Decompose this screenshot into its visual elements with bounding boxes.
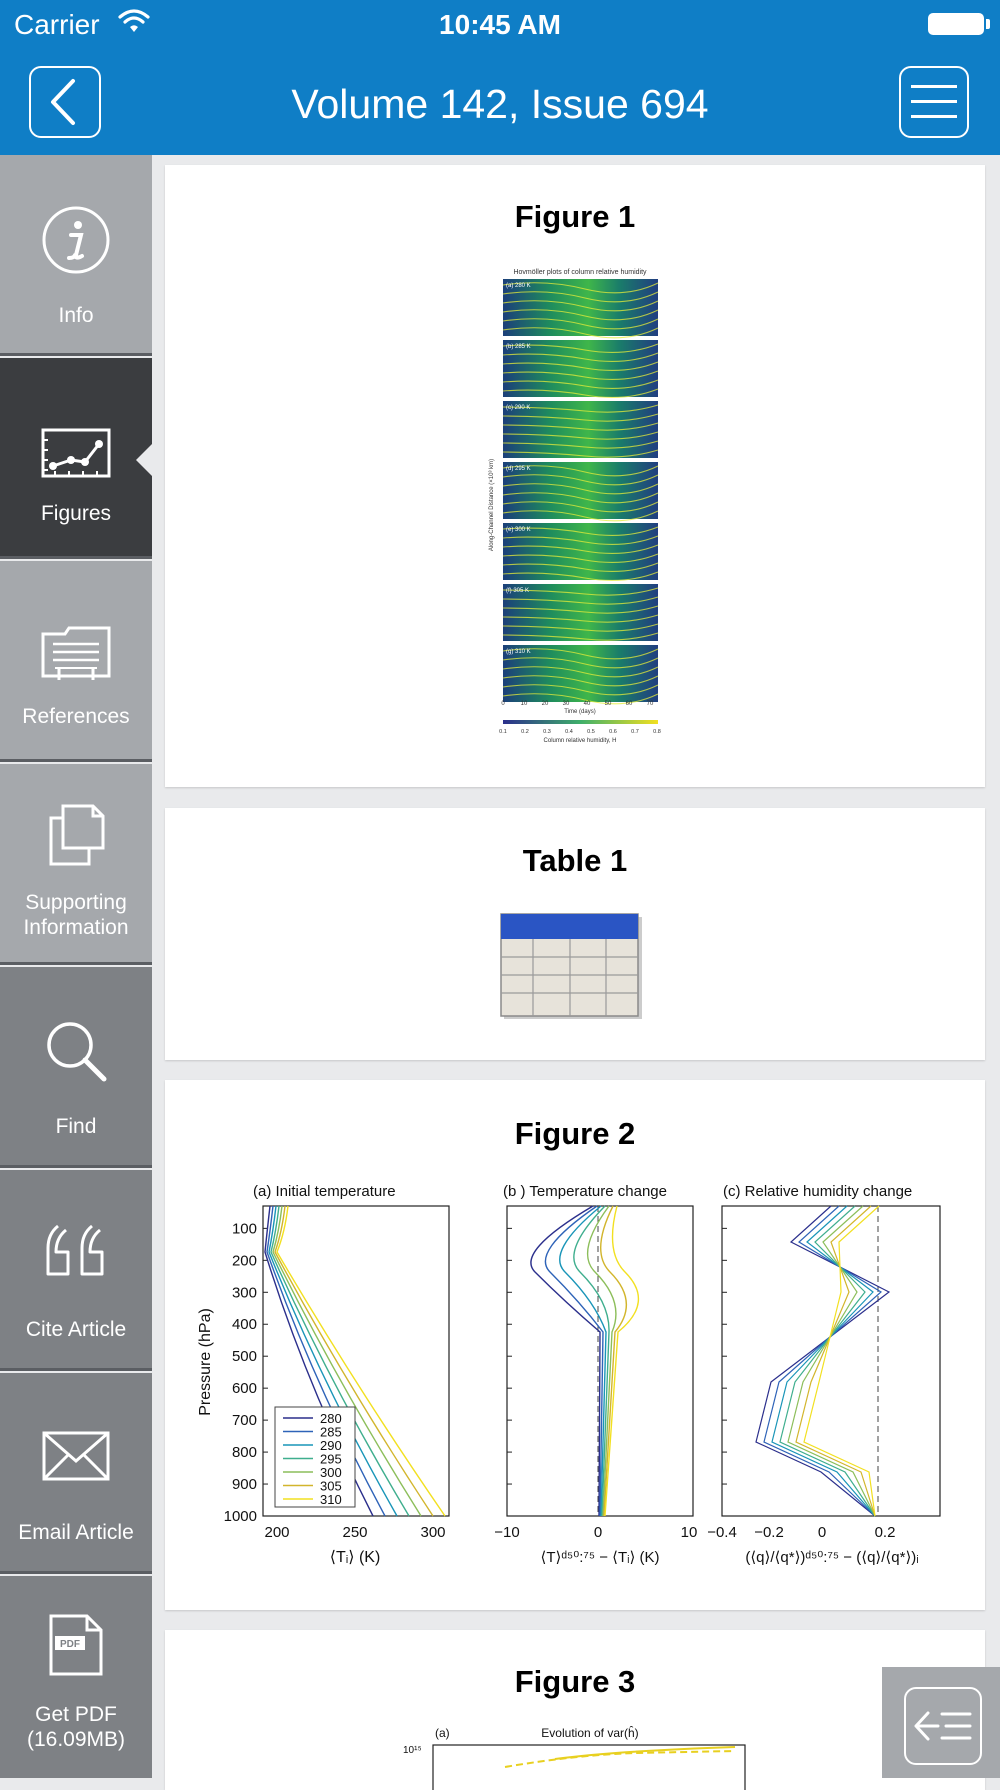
quote-icon xyxy=(0,1222,152,1278)
legend-entry: 295 xyxy=(320,1451,342,1467)
legend-entry: 285 xyxy=(320,1424,342,1440)
panel-a-xlabel: ⟨Tᵢ⟩ (K) xyxy=(329,1549,381,1566)
colorbar-tick: 0.6 xyxy=(609,729,617,735)
colorbar-tick: 0.8 xyxy=(653,729,661,735)
sidebar xyxy=(0,155,152,1778)
figure-1-thumbnail[interactable] xyxy=(485,265,665,755)
pressure-tick: 400 xyxy=(231,1316,257,1334)
pressure-tick: 500 xyxy=(231,1348,257,1366)
figure-title: Figure 2 xyxy=(514,1116,636,1151)
figure-card-3[interactable] xyxy=(165,1630,985,1790)
sidebar-item-label: Email Article xyxy=(18,1521,134,1544)
x-tick: 0.2 xyxy=(874,1524,896,1541)
hovmoller-panel-label: (g) 310 K xyxy=(506,649,531,655)
clock-time: 10:45 AM xyxy=(439,9,561,40)
colorbar-tick: 0.5 xyxy=(587,729,595,735)
search-icon xyxy=(0,1019,152,1083)
sidebar-item-label: Figures xyxy=(40,502,112,525)
sidebar-item-info[interactable] xyxy=(0,155,152,356)
pressure-tick: 100 xyxy=(231,1220,257,1238)
pressure-tick: 900 xyxy=(231,1476,257,1494)
x-tick: 0 xyxy=(817,1524,827,1541)
info-icon xyxy=(0,205,152,275)
carrier-label: Carrier xyxy=(14,9,100,40)
colorbar-tick: 0.7 xyxy=(631,729,639,735)
sidebar-item-label-line2: (16.09MB) xyxy=(26,1728,126,1751)
figure-2-thumbnail[interactable] xyxy=(195,1182,965,1582)
navigation-bar xyxy=(0,48,1000,155)
sidebar-item-label: Info xyxy=(58,304,94,327)
x-tick: 0 xyxy=(593,1524,603,1541)
hovmoller-xtick: 20 xyxy=(541,701,549,707)
figure-3-panel-a: (a) xyxy=(435,1726,450,1740)
hovmoller-panel-label: (c) 290 K xyxy=(506,405,531,411)
figure-3-thumbnail[interactable] xyxy=(403,1725,755,1785)
table-card-1[interactable] xyxy=(165,808,985,1060)
collapse-list-frame xyxy=(904,1687,982,1765)
legend-entry: 290 xyxy=(320,1438,342,1453)
panel-b-xlabel: ⟨T⟩ᵈ⁵⁰:⁷⁵ − ⟨Tᵢ⟩ (K) xyxy=(540,1549,660,1566)
pressure-axis-label: Pressure (hPa) xyxy=(197,1308,214,1416)
documents-icon xyxy=(0,804,152,866)
x-tick: −0.4 xyxy=(707,1524,737,1541)
colorbar-tick: 0.3 xyxy=(543,729,551,735)
collapse-list-icon xyxy=(914,1709,972,1743)
sidebar-item-email-article[interactable] xyxy=(0,1373,152,1574)
colorbar-label: Column relative humidity, H xyxy=(543,738,617,744)
hovmoller-panel-label: (d) 295 K xyxy=(506,466,531,472)
figure-1-xlabel: Time (days) xyxy=(564,709,596,715)
figure-card-2[interactable] xyxy=(165,1080,985,1610)
figure-1-ylabel: Along-Channel Distance (×10³ km) xyxy=(489,458,495,552)
colorbar-tick: 0.4 xyxy=(565,729,573,735)
hovmoller-xtick: 60 xyxy=(625,701,633,707)
temperature-change-profile xyxy=(574,1206,609,1516)
x-tick: −10 xyxy=(494,1524,520,1541)
hovmoller-xtick: 50 xyxy=(604,701,612,707)
hovmoller-xtick: 40 xyxy=(583,701,591,707)
sidebar-item-label: Find xyxy=(55,1115,97,1138)
hovmoller-xtick: 70 xyxy=(646,701,654,707)
hovmoller-xtick: 30 xyxy=(562,701,570,707)
page-title: Volume 142, Issue 694 xyxy=(291,81,709,127)
collapse-sidebar-button[interactable] xyxy=(882,1667,1000,1778)
x-tick: −0.2 xyxy=(754,1524,784,1541)
sidebar-item-get-pdf[interactable] xyxy=(0,1576,152,1778)
legend-entry: 305 xyxy=(320,1478,342,1494)
sidebar-item-label-line1: Get PDF xyxy=(35,1703,117,1726)
hovmoller-panel-label: (a) 280 K xyxy=(506,283,531,289)
pressure-tick: 800 xyxy=(231,1444,257,1462)
battery-nub xyxy=(986,19,990,29)
legend-entry: 310 xyxy=(320,1492,342,1507)
x-tick: 200 xyxy=(264,1524,290,1541)
figure-3-ytick: 10¹⁵ xyxy=(403,1745,422,1756)
sidebar-item-references[interactable] xyxy=(0,561,152,762)
temperature-change-profile xyxy=(531,1206,600,1516)
figure-title: Figure 3 xyxy=(514,1664,636,1699)
svg-text:PDF: PDF xyxy=(60,1639,80,1650)
status-bar xyxy=(0,0,1000,48)
panel-a-title: (a) Initial temperature xyxy=(253,1183,396,1200)
hovmoller-panel-label: (e) 300 K xyxy=(506,527,531,533)
x-tick: 300 xyxy=(420,1524,446,1541)
sidebar-item-cite-article[interactable] xyxy=(0,1170,152,1371)
pressure-tick: 200 xyxy=(231,1252,257,1270)
table-title: Table 1 xyxy=(522,843,628,878)
legend-box xyxy=(275,1407,355,1507)
colorbar xyxy=(503,720,658,724)
hamburger-menu-icon xyxy=(911,83,957,121)
colorbar-tick: 0.1 xyxy=(499,729,507,735)
sidebar-item-figures[interactable] xyxy=(0,358,152,559)
pdf-icon xyxy=(0,1614,152,1676)
figure-1-heading: Hovmöller plots of column relative humidity xyxy=(513,269,647,276)
legend-entry: 280 xyxy=(320,1411,342,1426)
hovmoller-panel-label: (b) 285 K xyxy=(506,344,531,350)
menu-button[interactable] xyxy=(899,66,969,138)
sidebar-item-label-line2: Information xyxy=(23,916,129,939)
sidebar-item-find[interactable] xyxy=(0,967,152,1168)
pressure-tick: 300 xyxy=(231,1284,257,1302)
pressure-tick: 1000 xyxy=(223,1508,257,1525)
figure-title: Figure 1 xyxy=(514,199,636,234)
pressure-tick: 600 xyxy=(231,1380,257,1398)
pressure-tick: 700 xyxy=(231,1412,257,1430)
humidity-change-profile xyxy=(780,1206,875,1516)
figure-card-1[interactable] xyxy=(165,165,985,787)
active-item-pointer xyxy=(136,442,154,478)
panel-c-xlabel: (⟨q⟩/⟨q*⟩)ᵈ⁵⁰:⁷⁵ − (⟨q⟩/⟨q*⟩)ᵢ xyxy=(745,1549,919,1566)
x-tick: 250 xyxy=(342,1524,368,1541)
table-1-thumbnail[interactable] xyxy=(500,913,645,1023)
references-folder-icon xyxy=(0,626,152,682)
envelope-icon xyxy=(0,1431,152,1481)
hovmoller-panel-label: (f) 305 K xyxy=(506,588,530,594)
figure-chart-icon xyxy=(0,428,152,480)
colorbar-tick: 0.2 xyxy=(521,729,529,735)
sidebar-item-supporting-information[interactable] xyxy=(0,764,152,965)
legend-entry: 300 xyxy=(320,1465,342,1480)
battery-icon xyxy=(928,13,984,35)
hovmoller-xtick: 10 xyxy=(520,701,528,707)
figure-3-title: Evolution of var(ĥ) xyxy=(541,1726,639,1740)
x-tick: 10 xyxy=(680,1524,698,1541)
sidebar-item-label-line1: Supporting xyxy=(25,891,127,914)
sidebar-item-label: Cite Article xyxy=(25,1318,127,1341)
panel-b-title: (b ) Temperature change xyxy=(503,1183,667,1200)
hovmoller-xtick: 0 xyxy=(501,701,505,707)
sidebar-item-label: References xyxy=(22,705,130,728)
panel-c-title: (c) Relative humidity change xyxy=(723,1183,913,1200)
